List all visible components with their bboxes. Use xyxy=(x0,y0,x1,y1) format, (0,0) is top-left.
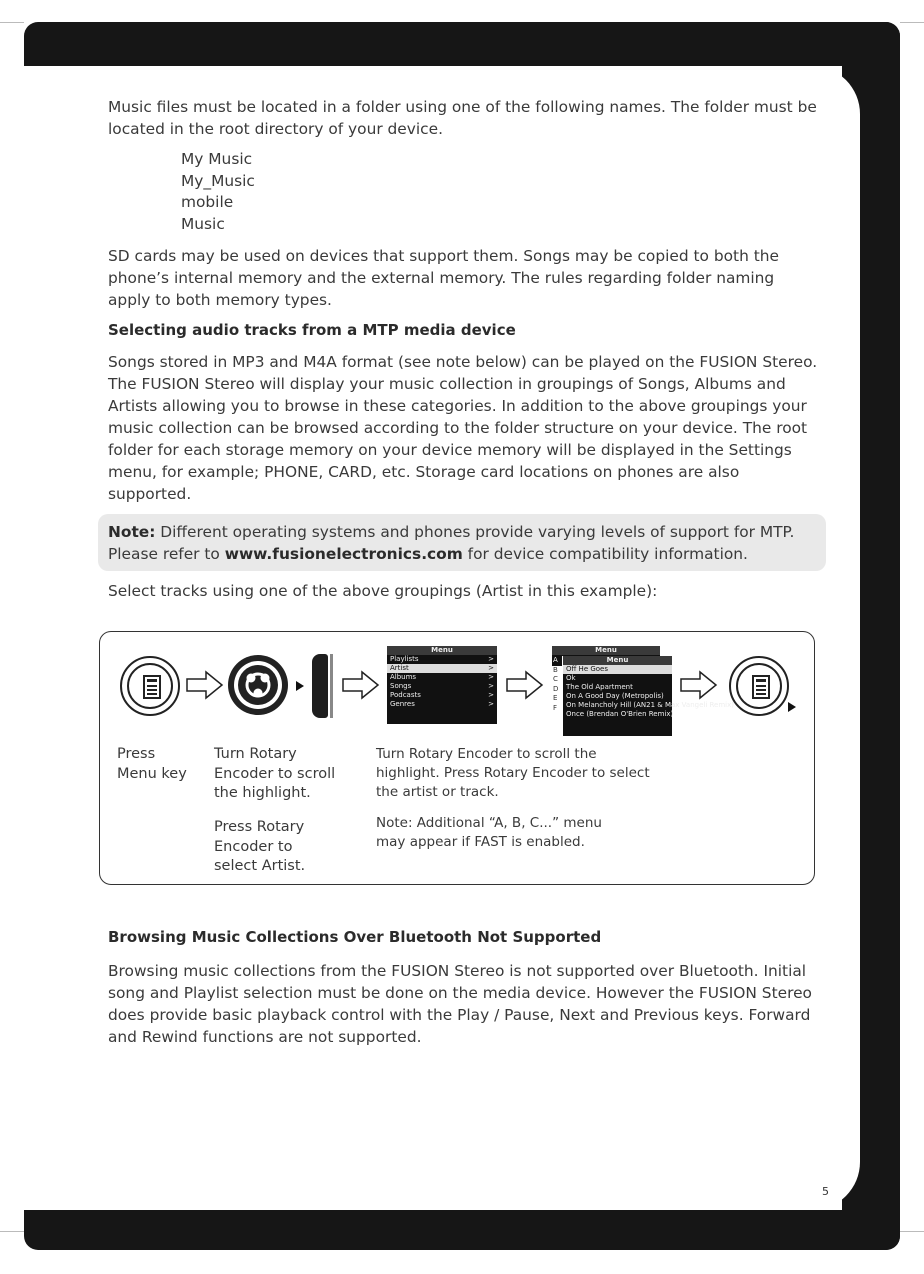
side-knob-edge xyxy=(330,654,333,718)
menu-item-podcasts[interactable]: Podcasts > xyxy=(390,691,494,699)
website-link[interactable]: www.fusionelectronics.com xyxy=(224,545,463,563)
menu-key-button[interactable] xyxy=(729,656,789,716)
artist-screen-back xyxy=(552,646,660,656)
letter-f[interactable]: F xyxy=(553,703,558,712)
artist-screen-title: Menu xyxy=(563,656,672,665)
caption-press-rotary: Press Rotary Encoder to select Artist. xyxy=(214,819,306,874)
arrow-right-icon xyxy=(186,670,224,700)
letter-d[interactable]: D xyxy=(553,684,559,693)
menu-item-playlists[interactable]: Playlists > xyxy=(390,655,494,663)
bluetooth-heading: Browsing Music Collections Over Bluetooth Not Supported xyxy=(108,928,602,946)
arrow-right-icon xyxy=(680,670,718,700)
menu-screen xyxy=(387,646,497,724)
letter-b[interactable]: B xyxy=(553,665,558,674)
page-number: 5 xyxy=(822,1185,829,1198)
menu-document-icon xyxy=(143,675,161,699)
caption-press-menu: Press Menu key xyxy=(117,746,187,782)
crop-mark xyxy=(0,1231,24,1232)
menu-item-albums[interactable]: Albums > xyxy=(390,673,494,681)
letter-c[interactable]: C xyxy=(553,675,558,683)
page-frame-bottom xyxy=(24,1210,900,1250)
instruction-diagram xyxy=(99,631,815,885)
select-tracks-paragraph: Select tracks using one of the above groupings (Artist in this example): xyxy=(108,582,658,600)
caption-fast-note: Note: Additional “A, B, C...” menu may appear if FAST is enabled. xyxy=(376,815,602,850)
menu-item-artist[interactable]: Artist > xyxy=(387,664,497,673)
letter-a[interactable]: A xyxy=(552,656,562,666)
arrow-right-icon xyxy=(506,670,544,700)
menu-document-icon xyxy=(752,675,770,699)
intro-paragraph: Music files must be located in a folder using one of the following names. The folder must be located in the root directory of your device. xyxy=(108,98,817,138)
page-content xyxy=(108,96,820,602)
folder-name: Music xyxy=(181,214,225,233)
mtp-heading: Selecting audio tracks from a MTP media device xyxy=(108,321,516,339)
folder-name: My_Music xyxy=(181,171,255,190)
note-box xyxy=(98,514,826,571)
artist-screen xyxy=(563,656,734,736)
rotate-arrows-icon xyxy=(238,665,278,705)
note-label: Note: xyxy=(108,523,156,541)
arrow-right-icon xyxy=(342,670,380,700)
folder-name: My Music xyxy=(181,150,253,168)
artist-screen-back-title: Menu xyxy=(552,646,660,655)
sd-cards-paragraph: SD cards may be used on devices that support them. Songs may be copied to both the phone’s internal memory and the external memory. The rules regarding folder naming apply to both memory types. xyxy=(108,247,779,309)
folder-list xyxy=(181,149,820,235)
crop-mark xyxy=(900,22,924,23)
note-text: Different operating systems and phones provide varying levels of support for MTP. Please refer to xyxy=(108,523,795,563)
menu-key-button[interactable] xyxy=(120,656,180,716)
artist-item[interactable]: On Melancholy Hill (AN21 & Max Vangeli Remix) xyxy=(566,701,734,709)
artist-item[interactable]: Off He Goes xyxy=(563,665,672,674)
songs-paragraph: Songs stored in MP3 and M4A format (see note below) can be played on the FUSION Stereo. The FUSION Stereo will display your music collection in groupings of Songs, Albums and Artists allowing you to browse in these categories. In addition to the above groupings your music collection can be browsed according to the folder structure on your device. The root folder for each storage memory on your device memory will be displayed in the Settings menu, for example; PHONE, CARD, etc. Storage card locations on phones are also supported. xyxy=(108,353,818,503)
artist-item[interactable]: The Old Apartment xyxy=(566,683,633,691)
crop-mark xyxy=(0,22,24,23)
fast-letter-index xyxy=(552,656,562,734)
crop-mark xyxy=(900,1231,924,1232)
side-knob-icon xyxy=(312,654,328,718)
play-triangle-icon xyxy=(788,702,796,712)
menu-item-genres[interactable]: Genres > xyxy=(390,700,494,708)
menu-item-songs[interactable]: Songs > xyxy=(390,682,494,690)
letter-e[interactable]: E xyxy=(553,694,558,702)
page-frame-top xyxy=(24,22,900,66)
artist-item[interactable]: On A Good Day (Metropolis) xyxy=(566,692,664,700)
note-text-end: for device compatibility information. xyxy=(462,545,748,563)
caption-turn-encoder: Turn Rotary Encoder to scroll the highlight. xyxy=(214,746,336,801)
play-triangle-icon xyxy=(296,681,304,691)
artist-item[interactable]: Once (Brendan O'Brien Remix) xyxy=(566,710,674,718)
menu-screen-title: Menu xyxy=(387,646,497,655)
bluetooth-paragraph: Browsing music collections from the FUSION Stereo is not supported over Bluetooth. Initial song and Playlist selection must be done on the media device. However the FUSION Stereo does provide basic playback control with the Play / Pause, Next and Previous keys. Forward and Rewind functions are not supported. xyxy=(108,962,812,1046)
artist-item[interactable]: Ok xyxy=(566,674,576,682)
folder-name: mobile xyxy=(181,193,234,211)
rotary-encoder-knob[interactable] xyxy=(228,655,288,715)
caption-scroll-select: Turn Rotary Encoder to scroll the highlight. Press Rotary Encoder to select the artist or track. xyxy=(376,746,650,800)
